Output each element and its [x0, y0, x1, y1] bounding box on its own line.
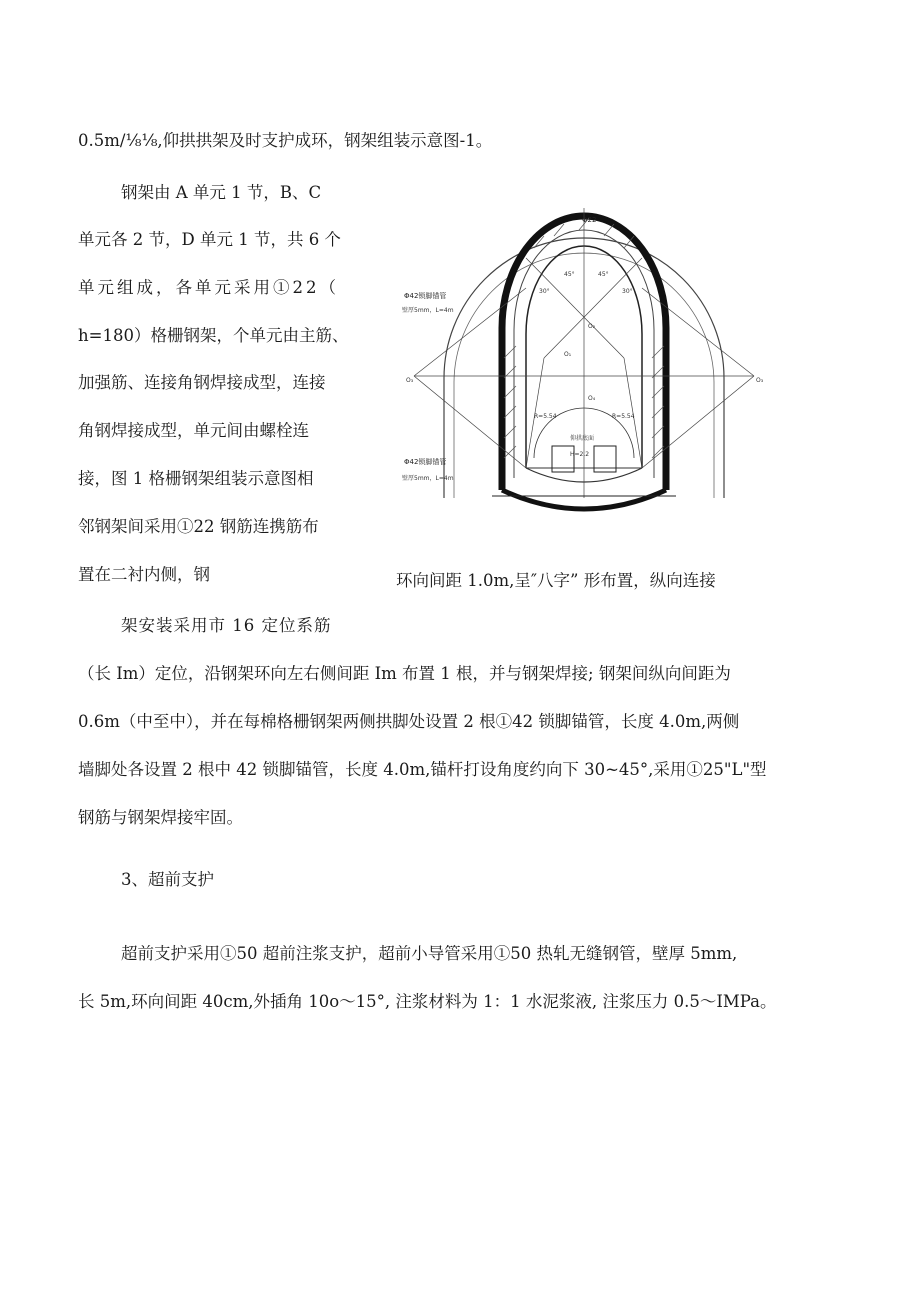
section-heading: 3、超前支护 — [121, 870, 214, 889]
label-anchor-top-spec: 壁厚5mm，L=4m — [402, 307, 454, 314]
paragraph-line: 超前支护采用①50 超前注浆支护，超前小导管采用①50 热轧无缝钢管，壁厚 5mm, — [121, 944, 738, 963]
label-height: H=2.2 — [570, 451, 590, 458]
paragraph-line: 0.6m（中至中），并在每棉格栅钢架两侧拱脚处设置 2 根①42 锁脚锚管，长度 4.0m,两侧 — [78, 712, 740, 731]
paragraph-line: 架安装采用市 16 定位系筋 — [121, 616, 332, 635]
label-anchor-bottom: Φ42锁脚锚管 — [404, 458, 447, 466]
label-angle: 30° — [622, 288, 633, 295]
label-o3-left: O₃ — [406, 377, 414, 384]
paragraph-line: 单元组成，各单元采用①22（ — [78, 278, 339, 297]
label-invert: 仰拱底面 — [570, 435, 595, 442]
paragraph-line: 钢筋与钢架焊接牢固。 — [78, 808, 243, 827]
label-radius-left: R=5.54 — [534, 413, 557, 420]
label-o4: O₄ — [588, 395, 596, 402]
figure-caption-line: 环向间距 1.0m,呈″八字” 形布置，纵向连接 — [396, 571, 716, 590]
paragraph-line: 墙脚处各设置 2 根中 42 锁脚锚管，长度 4.0m,锚杆打设角度约向下 30~45°,采用①25"L"型 — [78, 760, 767, 779]
paragraph-line: 加强筋、连接角钢焊接成型，连接 — [78, 373, 326, 392]
paragraph-line: 单元各 2 节，D 单元 1 节，共 6 个 — [78, 230, 341, 249]
paragraph-line: 钢架由 A 单元 1 节，B、C — [121, 183, 322, 202]
label-o3-right: O₃ — [756, 377, 764, 384]
paragraph-line: h=180）格栅钢架，个单元由主筋、 — [78, 326, 349, 345]
label-angle: 45° — [564, 271, 575, 278]
paragraph-line: 长 5m,环向间距 40cm,外插角 10o～15°, 注浆材料为 1：1 水泥浆液, 注浆压力 0.5～IMPa。 — [78, 992, 777, 1011]
paragraph-line: （长 Im）定位，沿钢架环向左右侧间距 Im 布置 1 根，并与钢架焊接; 钢架间纵向间距为 — [78, 664, 731, 683]
paragraph-line: 置在二衬内侧，钢 — [78, 565, 210, 584]
label-angle: 45° — [598, 271, 609, 278]
text-line-top: 0.5m/⅛⅛,仰拱拱架及时支护成环，钢架组装示意图-1。 — [78, 131, 493, 150]
label-anchor-bottom-spec: 壁厚5mm，L=4m — [402, 475, 454, 482]
steel-frame-assembly-figure — [384, 178, 786, 556]
label-radius-right: R=5.54 — [612, 413, 635, 420]
label-o2: O₂ — [588, 323, 596, 330]
label-o1: O₁ — [564, 351, 572, 358]
label-bar-size: Φ22 — [582, 216, 597, 224]
label-angle: 30° — [539, 288, 550, 295]
paragraph-line: 接，图 1 格栅钢架组装示意图相 — [78, 469, 314, 488]
label-anchor-top: Φ42锁脚锚管 — [404, 292, 447, 300]
paragraph-line: 邻钢架间采用①22 钢筋连携筋布 — [78, 517, 319, 536]
paragraph-line: 角钢焊接成型，单元间由螺栓连 — [78, 421, 309, 440]
